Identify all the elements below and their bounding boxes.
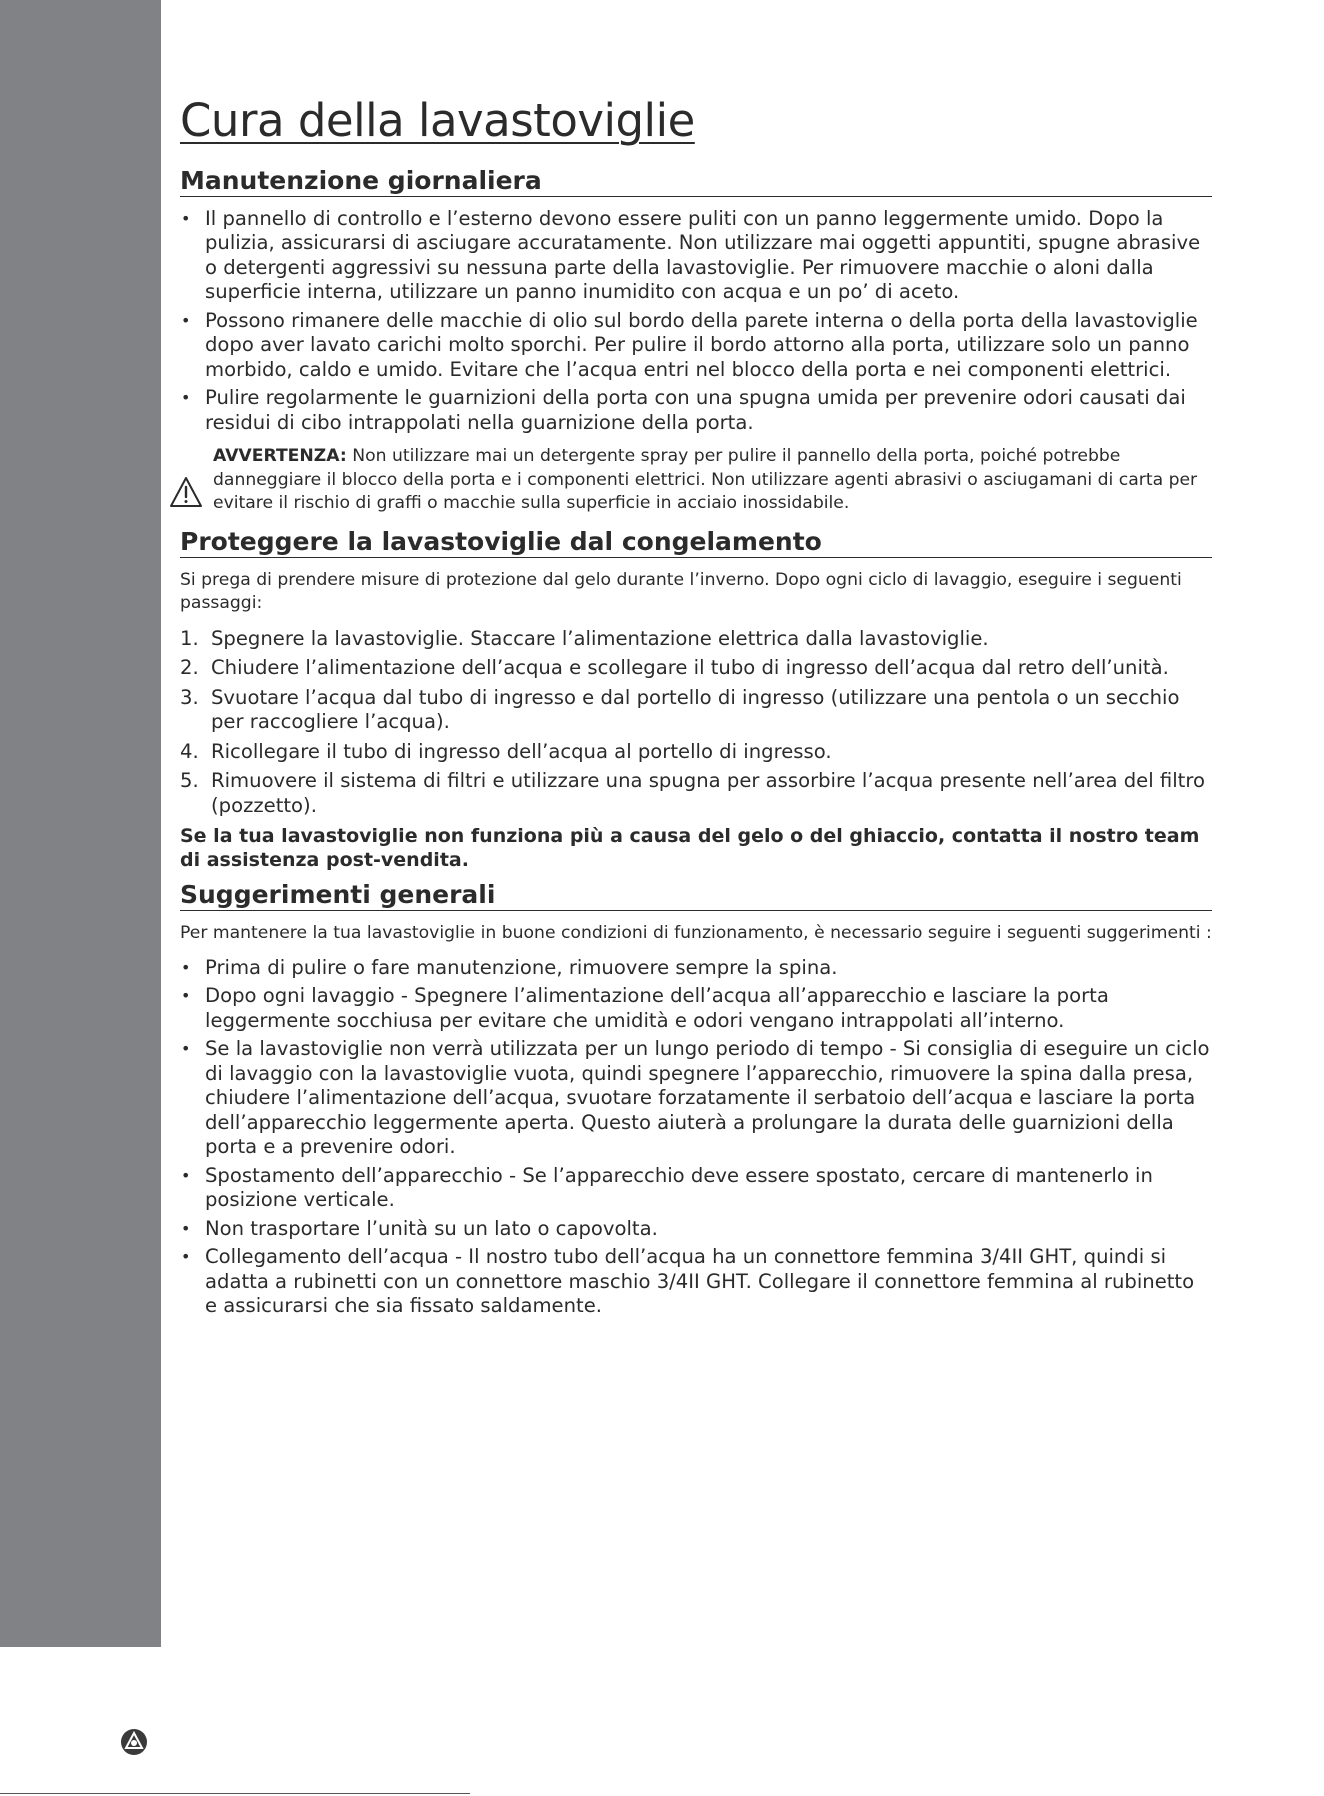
list-item-text: Il pannello di controllo e l’esterno devono essere puliti con un panno leggermente umido. Dopo la pulizia, assicurarsi di asciugare accuratamente. Non utilizzare mai oggetti appuntiti, spugne abrasive o detergenti aggressivi su nessuna parte della lavastoviglie. Per rimuovere macchie o aloni dalla superficie interna, utilizzare un panno inumidito con acqua e un po’ di aceto. (205, 206, 1201, 303)
freeze-intro: Si prega di prendere misure di protezione dal gelo durante l’inverno. Dopo ogni ciclo di lavaggio, eseguire i seguenti passaggi: (180, 569, 1182, 613)
step-item (180, 656, 1212, 681)
step-item (180, 686, 1212, 735)
list-item (180, 1164, 1212, 1213)
freeze-steps-list (180, 627, 1212, 819)
bullet-mark: • (181, 1247, 191, 1266)
list-item-text: Collegamento dell’acqua - Il nostro tubo dell’acqua ha un connettore femmina 3/4II GHT, quindi si adatta a rubinetti con un connettore maschio 3/4II GHT. Collegare il connettore femmina al rubinetto e assicurarsi che sia fissato saldamente. (205, 1245, 1195, 1317)
bullet-mark: • (181, 388, 191, 407)
warning-label: AVVERTENZA: (213, 446, 347, 466)
bullet-mark: • (181, 208, 191, 228)
tips-list (180, 956, 1212, 1319)
list-item-text: Possono rimanere delle macchie di olio sul bordo della parete interna o della porta della lavastoviglie dopo aver lavato carichi molto sporchi. Per pulire il bordo attorno alla porta, utilizzare solo un panno morbido, caldo e umido. Evitare che l’acqua entri nel blocco della porta e nei componenti elettrici. (205, 308, 1198, 381)
list-item-text: Dopo ogni lavaggio - Spegnere l’alimentazione dell’acqua all’apparecchio e lasciare la porta leggermente socchiusa per evitare che umidità e odori vengano intrappolati all’interno. (205, 984, 1109, 1032)
list-item-text: Se la lavastoviglie non verrà utilizzata per un lungo periodo di tempo - Si consiglia di eseguire un ciclo di lavaggio con la lavastoviglie vuota, quindi spegnere l’apparecchio, rimuovere la spina dalla presa, chiudere l’alimentazione dell’acqua, svuotare forzatamente il serbatoio dell’acqua e lasciare la porta dell’apparecchio leggermente aperta. Questo aiuterà a prolungare la durata delle guarnizioni della porta e a prevenire odori. (205, 1037, 1210, 1158)
bullet-mark: • (181, 957, 191, 977)
list-item (180, 309, 1212, 383)
list-item (180, 1037, 1212, 1160)
step-text: Ricollegare il tubo di ingresso dell’acqua al portello di ingresso. (211, 739, 832, 763)
daily-maintenance-section (180, 166, 1212, 516)
support-note: Se la tua lavastoviglie non funziona più a causa del gelo o del ghiaccio, contatta il nostro team di assistenza post-vendita. (180, 825, 1200, 871)
bullet-mark: • (181, 1165, 191, 1185)
daily-maintenance-list (180, 207, 1212, 436)
list-item (180, 386, 1212, 435)
bullet-mark: • (181, 1039, 191, 1058)
step-text: Rimuovere il sistema di filtri e utilizzare una spugna per assorbire l’acqua presente nell’area del filtro (pozzetto). (211, 769, 1205, 817)
warning-triangle-icon (169, 476, 203, 508)
step-item (180, 769, 1212, 818)
general-tips-heading: Suggerimenti generali (180, 880, 1212, 911)
list-item-text: Spostamento dell’apparecchio - Se l’apparecchio deve essere spostato, cercare di mantenerlo in posizione verticale. (205, 1163, 1153, 1211)
list-item-text: Pulire regolarmente le guarnizioni della porta con una spugna umida per prevenire odori causati dai residui di cibo intrappolati nella guarnizione della porta. (205, 386, 1186, 434)
freeze-protection-heading: Proteggere la lavastoviglie dal congelamento (180, 527, 1212, 558)
brand-logo-icon (120, 1728, 148, 1756)
general-tips-section (180, 880, 1212, 1319)
list-item-text: Prima di pulire o fare manutenzione, rimuovere sempre la spina. (205, 955, 838, 979)
page-content (180, 96, 1212, 1323)
list-item (180, 207, 1212, 305)
bullet-mark: • (181, 986, 191, 1005)
list-item-text: Non trasportare l’unità su un lato o capovolta. (205, 1216, 658, 1240)
footer-rule (0, 1793, 470, 1794)
warning-text: Non utilizzare mai un detergente spray per pulire il pannello della porta, poiché potrebbe danneggiare il blocco della porta e i componenti elettrici. Non utilizzare agenti abrasivi o asciugamani di carta per evitare il rischio di graffi o macchie sulla superficie in acciaio inossidabile. (213, 446, 1198, 513)
list-item (180, 956, 1212, 981)
side-band (0, 0, 161, 1647)
step-number: 3. (180, 685, 199, 709)
step-text: Chiudere l’alimentazione dell’acqua e scollegare il tubo di ingresso dell’acqua dal retro dell’unità. (211, 656, 1169, 679)
bullet-mark: • (181, 310, 191, 330)
list-item (180, 984, 1212, 1033)
tips-intro: Per mantenere la tua lavastoviglie in buone condizioni di funzionamento, è necessario seguire i seguenti suggerimenti : (180, 923, 1212, 943)
daily-maintenance-heading: Manutenzione giornaliera (180, 166, 1212, 197)
warning-note (180, 445, 1212, 516)
list-item (180, 1217, 1212, 1242)
step-item (180, 740, 1212, 765)
freeze-protection-section (180, 527, 1212, 873)
step-number: 4. (180, 739, 199, 763)
step-number: 2. (180, 656, 199, 679)
step-number: 1. (180, 626, 199, 650)
step-number: 5. (180, 769, 199, 792)
step-text: Spegnere la lavastoviglie. Staccare l’alimentazione elettrica dalla lavastoviglie. (211, 626, 989, 650)
bullet-mark: • (181, 1218, 191, 1238)
list-item (180, 1245, 1212, 1319)
step-item (180, 627, 1212, 652)
step-text: Svuotare l’acqua dal tubo di ingresso e dal portello di ingresso (utilizzare una pentola o un secchio per raccogliere l’acqua). (211, 685, 1180, 733)
page-title: Cura della lavastoviglie (180, 94, 695, 147)
